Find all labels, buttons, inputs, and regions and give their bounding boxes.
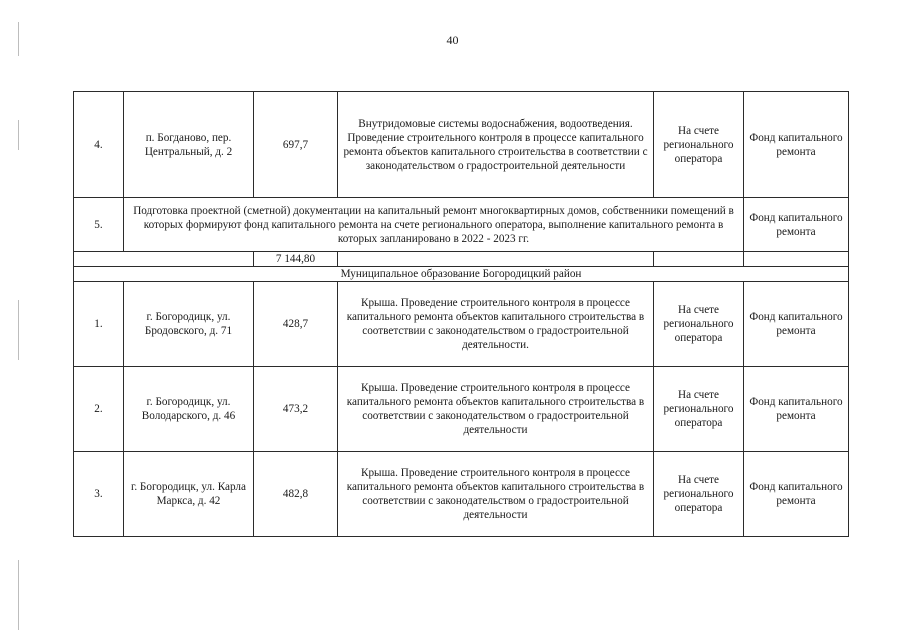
account-cell: На счете регионального оператора (654, 452, 744, 537)
total-row (74, 252, 849, 267)
margin-mark (18, 22, 19, 56)
address-cell: г. Богородицк, ул. Бродовского, д. 71 (124, 282, 254, 367)
account-cell: На счете регионального оператора (654, 92, 744, 198)
row-number: 4. (74, 92, 124, 198)
empty-cell (74, 252, 254, 267)
table-row (74, 367, 849, 452)
table-row (74, 282, 849, 367)
total-area-cell: 7 144,80 (254, 252, 338, 267)
area-cell: 482,8 (254, 452, 338, 537)
row-number: 1. (74, 282, 124, 367)
funding-source-cell: Фонд капитального ремонта (744, 452, 849, 537)
page-number: 40 (446, 33, 459, 47)
work-description-cell: Крыша. Проведение строительного контроля в процессе капитального ремонта объектов капитального строительства в соответствии с законодательством о градостроительной деятельности (338, 452, 654, 537)
margin-mark (18, 120, 19, 150)
table-row (74, 452, 849, 537)
funding-source-cell: Фонд капитального ремонта (744, 198, 849, 252)
work-description-cell: Крыша. Проведение строительного контроля в процессе капитального ремонта объектов капитального строительства в соответствии с законодательством о градостроительной деятельности. (338, 282, 654, 367)
work-description-cell: Внутридомовые системы водоснабжения, водоотведения. Проведение строительного контроля в процессе капитального ремонта объектов капитального строительства в соответствии с законодательством о градостроительной деятельности (338, 92, 654, 198)
table-row (74, 92, 849, 198)
table-row (74, 198, 849, 252)
address-cell: г. Богородицк, ул. Володарского, д. 46 (124, 367, 254, 452)
empty-cell (338, 252, 654, 267)
row-number: 2. (74, 367, 124, 452)
margin-mark (18, 300, 19, 360)
address-cell: п. Богданово, пер. Центральный, д. 2 (124, 92, 254, 198)
empty-cell (744, 252, 849, 267)
area-cell: 473,2 (254, 367, 338, 452)
margin-mark (18, 560, 19, 630)
account-cell: На счете регионального оператора (654, 282, 744, 367)
work-description-cell: Крыша. Проведение строительного контроля в процессе капитального ремонта объектов капитального строительства в соответствии с законодательством о градостроительной деятельности (338, 367, 654, 452)
address-cell: г. Богородицк, ул. Карла Маркса, д. 42 (124, 452, 254, 537)
municipality-heading: Муниципальное образование Богородицкий район (74, 267, 849, 282)
municipality-row (74, 267, 849, 282)
funding-source-cell: Фонд капитального ремонта (744, 367, 849, 452)
funding-source-cell: Фонд капитального ремонта (744, 92, 849, 198)
design-documentation-cell: Подготовка проектной (сметной) документации на капитальный ремонт многоквартирных домов, собственники помещений в которых формируют фонд капитального ремонта на счете регионального оператора, выполнение капитального ремонта в которых запланировано в 2022 - 2023 гг. (124, 198, 744, 252)
empty-cell (654, 252, 744, 267)
row-number: 5. (74, 198, 124, 252)
repair-program-table (73, 91, 849, 537)
row-number: 3. (74, 452, 124, 537)
account-cell: На счете регионального оператора (654, 367, 744, 452)
funding-source-cell: Фонд капитального ремонта (744, 282, 849, 367)
area-cell: 428,7 (254, 282, 338, 367)
area-cell: 697,7 (254, 92, 338, 198)
